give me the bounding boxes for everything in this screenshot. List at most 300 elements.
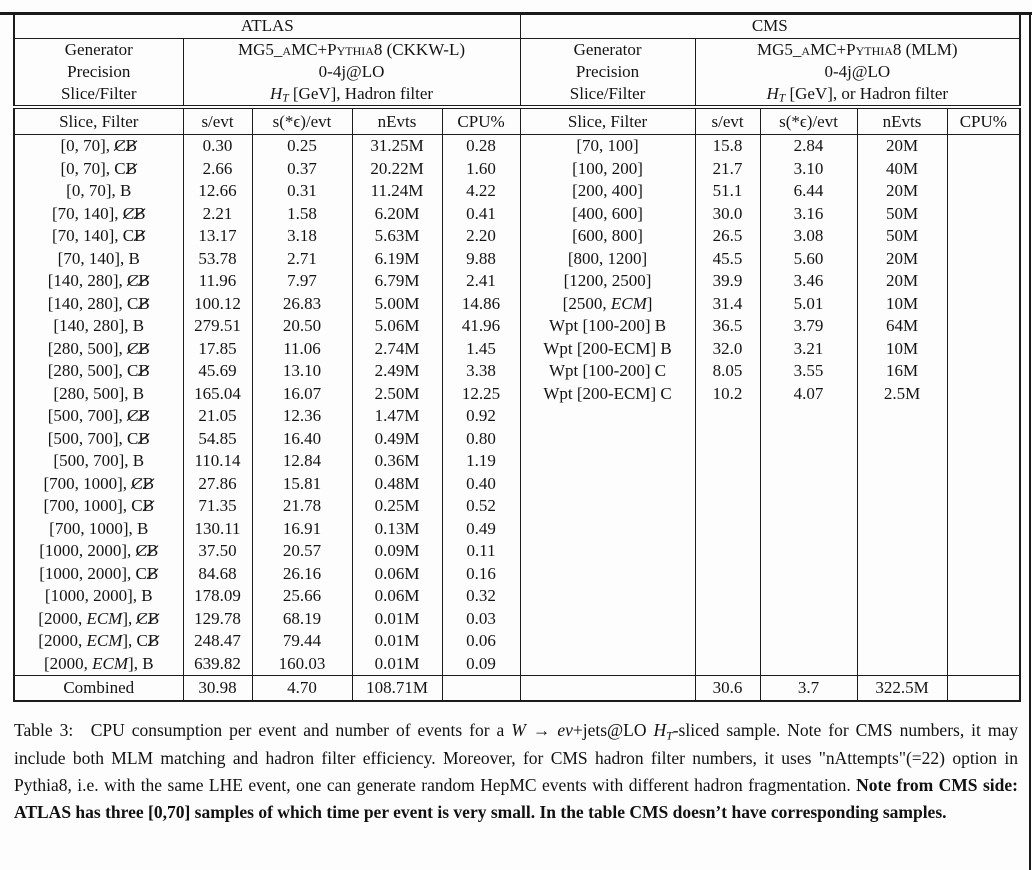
s-eps-evt-cell: 79.44 [252,630,352,653]
cpu-cell: 0.09 [442,653,520,676]
nevts-cell: 20M [857,248,947,271]
caption-text: Table 3: CPU consumption per event and number of events for a W → eν+jets@LO HT-sliced sample. Note for CMS numbers, it may include both MLM matching and hadron filter efficiency. Moreover, for CMS hadron filter numbers, it uses "nAttempts"(=22) option in Pythia8, i.e. with the same LHE event, one can generate random HepMC events with different hadron fragmentation. [14,720,1019,795]
cpu-cell [947,676,1020,702]
s-evt-cell: 130.11 [183,518,252,541]
table-row [14,180,1020,203]
slice-filter-cell: [1000, 2000], CB [14,540,183,563]
s-evt-cell [695,428,760,451]
slice-filter-cell: [700, 1000], CB [14,495,183,518]
nevts-cell: 2.5M [857,383,947,406]
s-eps-evt-cell [760,405,857,428]
slice-filter-cell [520,518,695,541]
s-eps-evt-cell [760,450,857,473]
cms-slice-filter-value: HT [GeV], or Hadron filter [695,83,1020,107]
nevts-cell [857,405,947,428]
table-row [14,473,1020,496]
cpu-cell: 9.88 [442,248,520,271]
cancelled-letter: C [122,203,135,223]
s-evt-cell [695,608,760,631]
table-row [14,270,1020,293]
nevts-cell: 0.06M [352,585,442,608]
slice-filter-cell: [500, 700], B [14,450,183,473]
cpu-cell: 1.19 [442,450,520,473]
slice-filter-cell: [280, 500], B [14,383,183,406]
cpu-cell [947,495,1020,518]
slice-filter-cell: [2000, ECM], B [14,653,183,676]
table-row [14,630,1020,653]
table-row [14,563,1020,586]
s-evt-cell: 11.96 [183,270,252,293]
nevts-cell: 0.13M [352,518,442,541]
s-eps-evt-cell: 16.91 [252,518,352,541]
cpu-cell: 0.06 [442,630,520,653]
s-evt-cell: 71.35 [183,495,252,518]
s-eps-evt-cell: 21.78 [252,495,352,518]
cms-title: CMS [520,13,1020,39]
s-eps-evt-cell: 4.70 [252,676,352,702]
s-eps-evt-cell: 3.10 [760,158,857,181]
s-evt-cell [695,518,760,541]
table-row [14,585,1020,608]
cpu-cell: 1.45 [442,338,520,361]
page-right-edge [1029,12,1031,870]
atlas-title: ATLAS [14,13,520,39]
cancelled-letter: C [136,608,148,628]
experiment-title-row [14,13,1020,39]
table-row [14,450,1020,473]
s-evt-cell: 45.69 [183,360,252,383]
s-evt-cell: 30.6 [695,676,760,702]
nevts-cell [857,585,947,608]
nevts-cell: 1.47M [352,405,442,428]
nevts-cell: 0.01M [352,608,442,631]
slice-filter-cell: [70, 140], CB [14,225,183,248]
italic-text: ECM [86,608,123,628]
cpu-cell: 0.11 [442,540,520,563]
subscript: T [282,91,289,105]
s-evt-cell [695,630,760,653]
s-evt-cell [695,563,760,586]
cms-precision-value: 0-4j@LO [695,61,1020,83]
nevts-cell: 50M [857,203,947,226]
s-evt-cell: 30.98 [183,676,252,702]
cpu-cell [442,676,520,702]
s-eps-evt-cell: 3.16 [760,203,857,226]
cms-col-nevts: nEvts [857,107,947,135]
cpu-cell [947,563,1020,586]
nevts-cell: 2.74M [352,338,442,361]
cancelled-letter: B [138,406,150,426]
cancelled-letter: B [125,158,137,178]
nevts-cell: 6.19M [352,248,442,271]
table-row [14,158,1020,181]
s-evt-cell: 248.47 [183,630,252,653]
s-eps-evt-cell: 13.10 [252,360,352,383]
nevts-cell: 40M [857,158,947,181]
cancelled-letter: C [114,136,126,156]
s-eps-evt-cell: 6.44 [760,180,857,203]
nevts-cell: 6.20M [352,203,442,226]
nevts-cell: 5.06M [352,315,442,338]
slice-filter-cell: [100, 200] [520,158,695,181]
s-eps-evt-cell: 12.36 [252,405,352,428]
slice-filter-cell [520,450,695,473]
s-evt-cell: 39.9 [695,270,760,293]
cpu-cell: 0.49 [442,518,520,541]
cpu-cell [947,630,1020,653]
slice-filter-cell: [70, 140], CB [14,203,183,226]
cpu-cell [947,473,1020,496]
s-evt-cell: 110.14 [183,450,252,473]
s-eps-evt-cell [760,518,857,541]
slice-filter-cell: [700, 1000], CB [14,473,183,496]
s-evt-cell: 26.5 [695,225,760,248]
cpu-cell [947,653,1020,676]
atlas-slice-filter-value: HT [GeV], Hadron filter [183,83,520,107]
atlas-precision-label: Precision [14,61,183,83]
s-eps-evt-cell: 20.57 [252,540,352,563]
slice-filter-cell [520,495,695,518]
s-eps-evt-cell: 68.19 [252,608,352,631]
table-row [14,315,1020,338]
cpu-cell [947,518,1020,541]
cms-col-slice-filter: Slice, Filter [520,107,695,135]
italic-text: ECM [86,631,123,651]
nevts-cell: 20M [857,135,947,158]
nevts-cell: 5.63M [352,225,442,248]
s-eps-evt-cell: 15.81 [252,473,352,496]
cancelled-letter: C [127,271,139,291]
slice-filter-cell: [600, 800] [520,225,695,248]
s-evt-cell: 129.78 [183,608,252,631]
s-eps-evt-cell: 26.16 [252,563,352,586]
cpu-cell [947,225,1020,248]
subscript: T [778,91,786,105]
s-evt-cell: 0.30 [183,135,252,158]
nevts-cell: 20M [857,180,947,203]
slice-filter-cell: [2000, ECM], CB [14,608,183,631]
cpu-cell: 0.92 [442,405,520,428]
atlas-generator-label: Generator [14,39,183,62]
cancelled-letter: B [138,271,150,291]
cpu-cell [947,585,1020,608]
s-evt-cell [695,473,760,496]
cpu-cell: 4.22 [442,180,520,203]
nevts-cell: 0.01M [352,630,442,653]
cpu-cell [947,203,1020,226]
nevts-cell: 20M [857,270,947,293]
s-eps-evt-cell [760,585,857,608]
cpu-cell: 0.41 [442,203,520,226]
cpu-cell: 0.32 [442,585,520,608]
cpu-cell: 41.96 [442,315,520,338]
cancelled-letter: C [127,338,139,358]
cpu-cell [947,540,1020,563]
cms-precision-label: Precision [520,61,695,83]
cancelled-letter: B [147,608,160,628]
s-evt-cell: 2.66 [183,158,252,181]
slice-filter-cell [520,676,695,702]
table-row [14,135,1020,158]
cpu-cell: 0.80 [442,428,520,451]
s-evt-cell: 53.78 [183,248,252,271]
nevts-cell: 64M [857,315,947,338]
nevts-cell: 2.49M [352,360,442,383]
s-evt-cell: 51.1 [695,180,760,203]
s-eps-evt-cell: 4.07 [760,383,857,406]
cms-col-s-evt: s/evt [695,107,760,135]
cpu-cell [947,135,1020,158]
cpu-cell [947,405,1020,428]
column-header-row [14,107,1020,135]
nevts-cell: 20.22M [352,158,442,181]
atlas-slice-filter-label: Slice/Filter [14,83,183,107]
s-evt-cell: 2.21 [183,203,252,226]
atlas-col-nevts: nEvts [352,107,442,135]
nevts-cell: 0.49M [352,428,442,451]
slice-filter-cell [520,473,695,496]
cpu-cell [947,450,1020,473]
italic-text: ECM [610,293,647,313]
slice-filter-cell: [0, 70], B [14,180,183,203]
s-evt-cell [695,540,760,563]
s-eps-evt-cell: 0.31 [252,180,352,203]
table-row [14,225,1020,248]
slice-filter-cell [520,630,695,653]
cancelled-letter: B [142,496,154,516]
cpu-cell: 0.03 [442,608,520,631]
s-evt-cell: 100.12 [183,293,252,316]
cpu-cell [947,428,1020,451]
s-eps-evt-cell: 3.7 [760,676,857,702]
cancelled-letter: B [125,136,137,156]
nevts-cell [857,653,947,676]
s-evt-cell [695,495,760,518]
s-eps-evt-cell [760,540,857,563]
cpu-cell [947,383,1020,406]
table-row [14,360,1020,383]
cancelled-letter: B [147,631,160,651]
s-evt-cell: 45.5 [695,248,760,271]
s-evt-cell: 165.04 [183,383,252,406]
slice-filter-cell [520,540,695,563]
italic-text: H [653,720,667,740]
nevts-cell [857,563,947,586]
cpu-cell: 0.28 [442,135,520,158]
s-evt-cell: 32.0 [695,338,760,361]
slice-filter-cell [520,608,695,631]
s-eps-evt-cell [760,563,857,586]
cancelled-letter: C [131,473,143,493]
nevts-cell [857,473,947,496]
s-evt-cell: 37.50 [183,540,252,563]
cpu-cell [947,248,1020,271]
s-eps-evt-cell: 11.06 [252,338,352,361]
page-top-edge [0,12,1032,15]
s-eps-evt-cell: 25.66 [252,585,352,608]
slice-filter-cell: [70, 100] [520,135,695,158]
s-evt-cell: 12.66 [183,180,252,203]
table-row [14,203,1020,226]
s-eps-evt-cell: 2.84 [760,135,857,158]
s-eps-evt-cell: 3.18 [252,225,352,248]
s-evt-cell: 54.85 [183,428,252,451]
s-eps-evt-cell [760,428,857,451]
slice-filter-cell [520,563,695,586]
cpu-cell: 0.16 [442,563,520,586]
s-evt-cell: 31.4 [695,293,760,316]
slice-filter-cell: [500, 700], CB [14,428,183,451]
s-eps-evt-cell: 3.79 [760,315,857,338]
nevts-cell [857,608,947,631]
slice-filter-cell: Wpt [200-ECM] B [520,338,695,361]
header-section [14,13,1020,135]
cpu-cell: 14.86 [442,293,520,316]
s-evt-cell: 13.17 [183,225,252,248]
s-eps-evt-cell: 0.25 [252,135,352,158]
cpu-cell [947,158,1020,181]
precision-row [14,61,1020,83]
nevts-cell: 50M [857,225,947,248]
nevts-cell [857,495,947,518]
cancelled-letter: B [138,361,150,381]
cms-col-s-eps-evt: s(*ϵ)/evt [760,107,857,135]
s-evt-cell: 8.05 [695,360,760,383]
s-eps-evt-cell [760,608,857,631]
slice-filter-row [14,83,1020,107]
combined-section [14,676,1020,702]
nevts-cell [857,428,947,451]
slice-filter-cell: [800, 1200] [520,248,695,271]
slice-filter-cell [520,585,695,608]
slice-filter-cell: [140, 280], B [14,315,183,338]
s-eps-evt-cell: 16.07 [252,383,352,406]
italic-text: eν [557,720,573,740]
table-row [14,383,1020,406]
slice-filter-cell: [70, 140], B [14,248,183,271]
nevts-cell: 0.36M [352,450,442,473]
s-evt-cell [695,450,760,473]
cms-generator-label: Generator [520,39,695,62]
slice-filter-cell: [700, 1000], B [14,518,183,541]
cpu-cell: 3.38 [442,360,520,383]
cpu-cell: 0.52 [442,495,520,518]
s-eps-evt-cell [760,630,857,653]
cpu-cell [947,270,1020,293]
table-row [14,540,1020,563]
slice-filter-cell: [0, 70], CB [14,158,183,181]
slice-filter-cell: [2500, ECM] [520,293,695,316]
s-evt-cell: 30.0 [695,203,760,226]
generator-row [14,39,1020,62]
s-evt-cell: 27.86 [183,473,252,496]
table-caption [14,717,1018,825]
s-evt-cell [695,405,760,428]
atlas-col-s-evt: s/evt [183,107,252,135]
s-eps-evt-cell: 1.58 [252,203,352,226]
cpu-cell [947,360,1020,383]
slice-filter-cell: [280, 500], CB [14,360,183,383]
cancelled-letter: B [138,293,150,313]
table-row [14,518,1020,541]
cancelled-letter: B [146,563,159,583]
slice-filter-cell: [400, 600] [520,203,695,226]
table-row [14,248,1020,271]
s-eps-evt-cell [760,495,857,518]
s-eps-evt-cell: 5.60 [760,248,857,271]
nevts-cell: 0.01M [352,653,442,676]
nevts-cell [857,630,947,653]
cancelled-letter: C [127,406,139,426]
table-row [14,338,1020,361]
slice-filter-cell [520,653,695,676]
table-row [14,405,1020,428]
slice-filter-cell: [1000, 2000], CB [14,563,183,586]
nevts-cell: 108.71M [352,676,442,702]
combined-row [14,676,1020,702]
slice-filter-cell: [1000, 2000], B [14,585,183,608]
cms-slice-filter-label: Slice/Filter [520,83,695,107]
s-evt-cell: 279.51 [183,315,252,338]
slice-filter-cell: Combined [14,676,183,702]
cancelled-letter: B [138,338,150,358]
cancelled-letter: B [142,473,154,493]
italic-text: H [766,83,779,103]
atlas-precision-value: 0-4j@LO [183,61,520,83]
s-evt-cell: 639.82 [183,653,252,676]
cpu-cell: 2.20 [442,225,520,248]
cpu-cell: 12.25 [442,383,520,406]
nevts-cell: 10M [857,293,947,316]
s-evt-cell: 84.68 [183,563,252,586]
cpu-cell [947,315,1020,338]
atlas-col-s-eps-evt: s(*ϵ)/evt [252,107,352,135]
caption-bold-note: Note from CMS side: ATLAS has three [0,70] samples of which time per event is very small. In the table CMS doesn’t have corresponding samples. [14,774,1018,822]
slice-filter-cell [520,428,695,451]
nevts-cell [857,540,947,563]
s-eps-evt-cell [760,653,857,676]
table-row [14,293,1020,316]
nevts-cell: 6.79M [352,270,442,293]
s-eps-evt-cell: 16.40 [252,428,352,451]
cpu-cell: 2.41 [442,270,520,293]
s-eps-evt-cell: 5.01 [760,293,857,316]
cancelled-letter: B [138,428,150,448]
slice-filter-cell: [140, 280], CB [14,293,183,316]
s-eps-evt-cell [760,473,857,496]
subscript: T [666,728,673,743]
cpu-cell [947,608,1020,631]
italic-text: H [269,83,283,103]
slice-filter-cell [520,405,695,428]
table-row [14,608,1020,631]
slice-filter-cell: Wpt [100-200] C [520,360,695,383]
cms-col-cpu: CPU% [947,107,1020,135]
cpu-consumption-table [13,12,1021,702]
atlas-generator-value: MG5_aMC+Pythia8 (CKKW-L) [183,39,520,62]
s-eps-evt-cell: 3.46 [760,270,857,293]
s-eps-evt-cell: 12.84 [252,450,352,473]
slice-filter-cell: [140, 280], CB [14,270,183,293]
s-evt-cell: 17.85 [183,338,252,361]
s-evt-cell [695,585,760,608]
s-eps-evt-cell: 26.83 [252,293,352,316]
cms-generator-value: MG5_aMC+Pythia8 (MLM) [695,39,1020,62]
s-evt-cell [695,653,760,676]
cpu-cell [947,338,1020,361]
table-row [14,428,1020,451]
nevts-cell [857,450,947,473]
